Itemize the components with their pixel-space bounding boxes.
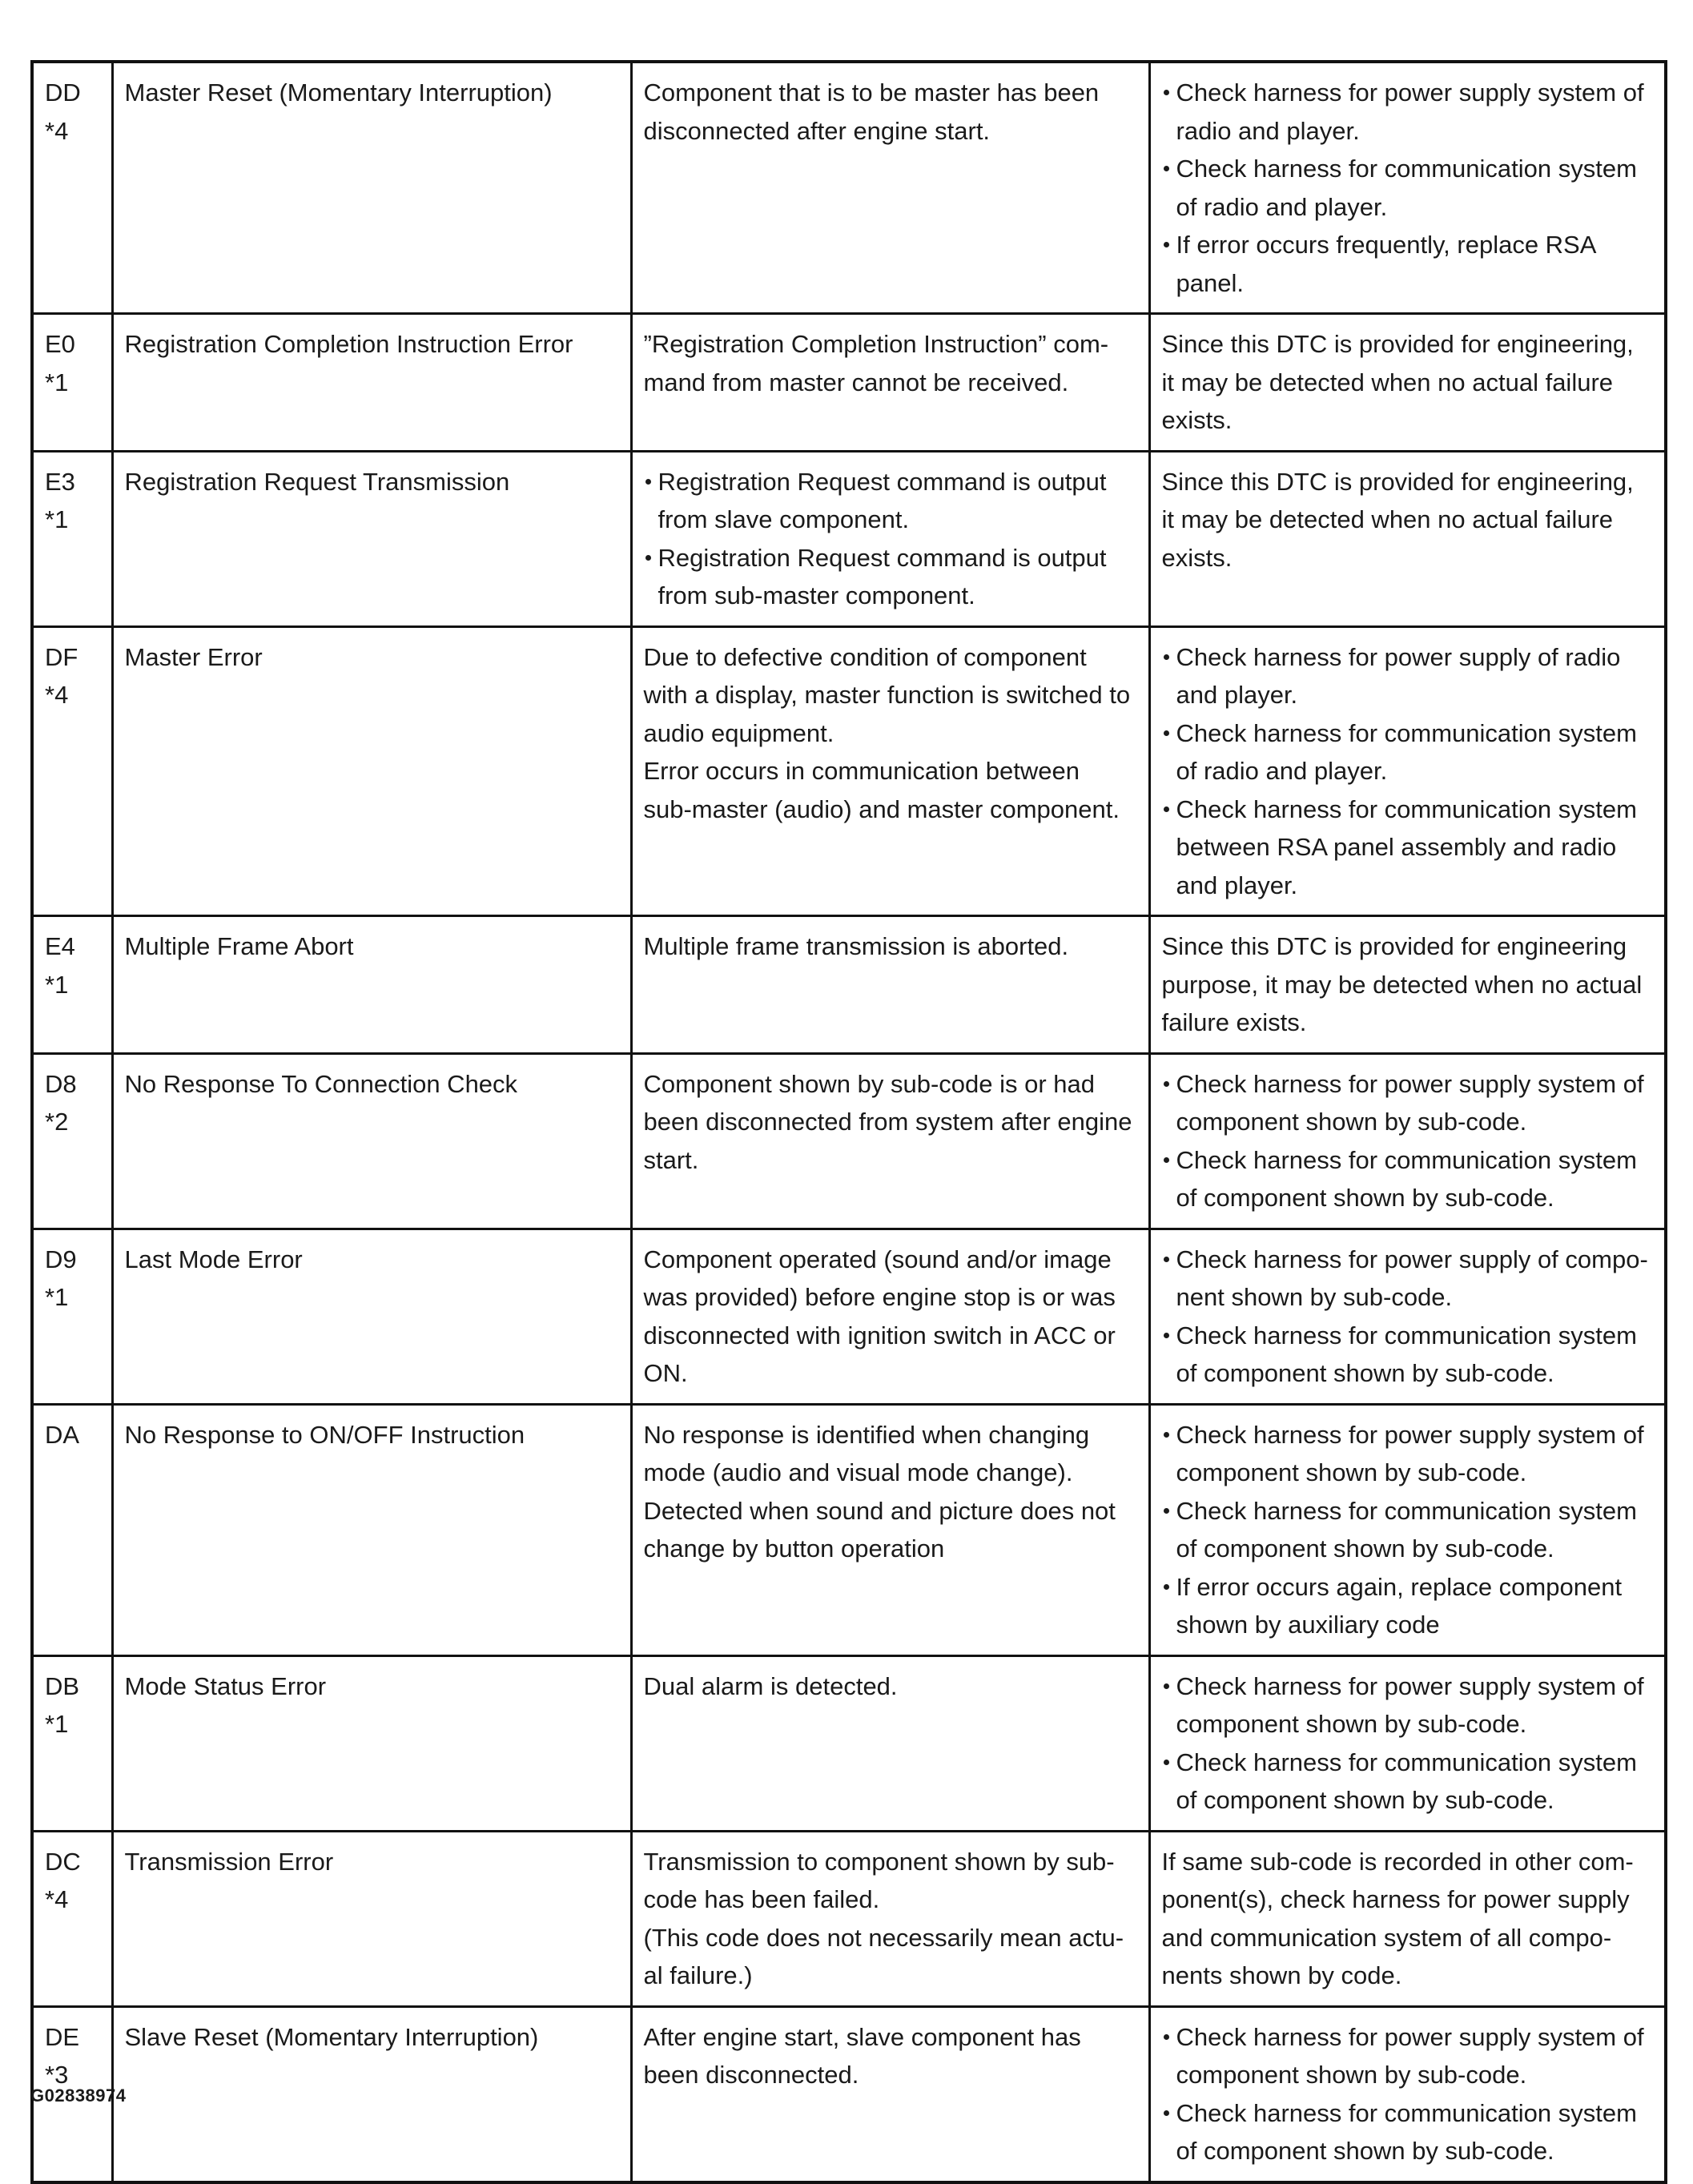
action-line: Check harness for communication system xyxy=(1176,1321,1637,1349)
action-line: component shown by sub-code. xyxy=(1176,1710,1527,1738)
dtc-code-cell xyxy=(32,314,112,452)
action-line: failure exists. xyxy=(1161,1008,1307,1036)
action-line: ponent(s), check harness for power supply xyxy=(1161,1885,1630,1913)
detection-condition-cell xyxy=(631,916,1149,1054)
dtc-name: Master Reset (Momentary Interruption) xyxy=(124,78,553,107)
dtc-code: DF xyxy=(45,642,78,671)
dtc-code-cell xyxy=(32,1053,112,1229)
condition-line: from sub-master component. xyxy=(657,581,975,609)
condition-line: from slave component. xyxy=(657,505,910,533)
action-bullet-item xyxy=(1162,1241,1655,1317)
dtc-name-cell xyxy=(112,1053,631,1229)
condition-line: After engine start, slave component has xyxy=(643,2022,1081,2051)
action-line: Check harness for communication system xyxy=(1176,1496,1637,1525)
action-line: Since this DTC is provided for engineering, xyxy=(1161,467,1634,496)
dtc-code: DB xyxy=(45,1671,80,1700)
action-line: Check harness for power supply system of xyxy=(1176,1671,1644,1700)
condition-line: ”Registration Completion Instruction” com- xyxy=(643,330,1109,358)
condition-line: ON. xyxy=(643,1359,688,1387)
condition-line: Due to defective condition of component xyxy=(643,642,1087,671)
detection-condition-cell xyxy=(631,1053,1149,1229)
table-row xyxy=(32,451,1666,626)
action-line: Check harness for communication system xyxy=(1176,2098,1637,2127)
action-cell xyxy=(1149,626,1666,916)
action-line: Check harness for communication system xyxy=(1176,1145,1637,1174)
condition-line: start. xyxy=(643,1145,699,1174)
detection-condition-cell xyxy=(631,62,1149,314)
condition-line: Registration Request command is output xyxy=(657,467,1107,496)
dtc-code-cell xyxy=(32,626,112,916)
detection-condition-cell xyxy=(631,1831,1149,2006)
action-line: of component shown by sub-code. xyxy=(1176,2137,1554,2165)
action-line: radio and player. xyxy=(1176,116,1360,145)
action-line: Check harness for communication system xyxy=(1176,155,1637,183)
action-cell xyxy=(1149,451,1666,626)
condition-line: disconnected with ignition switch in ACC or xyxy=(643,1321,1116,1349)
table-row xyxy=(32,1053,1666,1229)
condition-line: disconnected after engine start. xyxy=(643,116,991,145)
action-line: of component shown by sub-code. xyxy=(1176,1359,1554,1387)
detection-condition-cell xyxy=(631,1404,1149,1655)
dtc-note-ref: *4 xyxy=(45,1885,69,1913)
table-row xyxy=(32,916,1666,1054)
dtc-code-cell xyxy=(32,1229,112,1404)
action-line: Check harness for power supply system of xyxy=(1176,1069,1644,1098)
dtc-name: No Response to ON/OFF Instruction xyxy=(124,1420,525,1449)
action-line: of component shown by sub-code. xyxy=(1176,1184,1554,1212)
condition-line: Multiple frame transmission is aborted. xyxy=(643,932,1069,960)
action-line: Check harness for power supply system of xyxy=(1176,78,1644,107)
action-paragraph xyxy=(1162,463,1655,577)
action-paragraph xyxy=(1162,927,1655,1042)
dtc-note-ref: *4 xyxy=(45,116,69,145)
table-row xyxy=(32,1404,1666,1655)
dtc-code-cell xyxy=(32,1655,112,1831)
detection-condition-cell xyxy=(631,626,1149,916)
dtc-note-ref: *1 xyxy=(45,368,69,396)
table-row xyxy=(32,626,1666,916)
condition-line: code has been failed. xyxy=(643,1885,880,1913)
detection-condition-cell xyxy=(631,1229,1149,1404)
action-line: If error occurs again, replace component xyxy=(1176,1572,1623,1601)
condition-line: Component shown by sub-code is or had xyxy=(643,1069,1095,1098)
action-line: panel. xyxy=(1176,268,1244,297)
action-cell xyxy=(1149,314,1666,452)
dtc-code: DE xyxy=(45,2022,80,2051)
action-line: Check harness for power supply of compo- xyxy=(1176,1245,1648,1273)
action-bullet-item xyxy=(1162,638,1655,714)
action-bullet-item xyxy=(1162,1317,1655,1393)
condition-line: with a display, master function is switched to xyxy=(643,681,1131,709)
condition-line: Component that is to be master has been xyxy=(643,78,1100,107)
action-cell xyxy=(1149,1831,1666,2006)
action-line: If same sub-code is recorded in other com- xyxy=(1161,1847,1634,1876)
action-line: of radio and player. xyxy=(1176,192,1388,221)
condition-bullet-item xyxy=(644,463,1139,539)
action-line: of radio and player. xyxy=(1176,757,1388,785)
table-row xyxy=(32,1831,1666,2006)
dtc-code: DD xyxy=(45,78,81,107)
dtc-code: DA xyxy=(45,1420,80,1449)
table-row xyxy=(32,2006,1666,2182)
dtc-name: Last Mode Error xyxy=(124,1245,303,1273)
dtc-code-cell xyxy=(32,62,112,314)
action-bullet-item xyxy=(1162,1667,1655,1744)
action-bullet-item xyxy=(1162,226,1655,302)
action-line: purpose, it may be detected when no actual xyxy=(1161,970,1643,999)
action-line: If error occurs frequently, replace RSA xyxy=(1176,231,1597,259)
action-line: nents shown by code. xyxy=(1161,1961,1402,1989)
dtc-name-cell xyxy=(112,451,631,626)
action-line: nent shown by sub-code. xyxy=(1176,1283,1453,1311)
action-paragraph xyxy=(1162,325,1655,440)
condition-line: change by button operation xyxy=(643,1534,945,1563)
action-line: Check harness for communication system xyxy=(1176,718,1637,747)
dtc-code: DC xyxy=(45,1847,81,1876)
condition-line: audio equipment. xyxy=(643,718,834,747)
dtc-code-cell xyxy=(32,916,112,1054)
condition-line: mode (audio and visual mode change). xyxy=(643,1458,1073,1486)
action-line: it may be detected when no actual failure xyxy=(1161,368,1614,396)
action-line: Check harness for power supply system of xyxy=(1176,1420,1644,1449)
detection-condition-cell xyxy=(631,2006,1149,2182)
dtc-note-ref: *1 xyxy=(45,1283,69,1311)
action-bullet-item xyxy=(1162,2018,1655,2094)
action-cell xyxy=(1149,1053,1666,1229)
action-line: Check harness for communication system xyxy=(1176,794,1637,823)
table-row xyxy=(32,314,1666,452)
condition-line: al failure.) xyxy=(643,1961,753,1989)
action-line: Check harness for power supply of radio xyxy=(1176,642,1621,671)
action-bullet-item xyxy=(1162,714,1655,790)
action-bullet-item xyxy=(1162,790,1655,905)
action-line: Since this DTC is provided for engineering xyxy=(1161,932,1627,960)
dtc-name-cell xyxy=(112,1655,631,1831)
action-line: and communication system of all compo- xyxy=(1161,1923,1612,1952)
condition-line: Detected when sound and picture does not xyxy=(643,1496,1116,1525)
dtc-name-cell xyxy=(112,626,631,916)
action-line: between RSA panel assembly and radio xyxy=(1176,833,1617,861)
action-line: and player. xyxy=(1176,871,1298,899)
action-bullet-item xyxy=(1162,2094,1655,2170)
dtc-table-body xyxy=(32,62,1666,2182)
action-line: exists. xyxy=(1161,543,1233,572)
condition-line: been disconnected. xyxy=(643,2061,859,2089)
figure-id: G02838974 xyxy=(30,2085,127,2106)
action-bullet-item xyxy=(1162,1416,1655,1492)
dtc-name: Mode Status Error xyxy=(124,1671,327,1700)
dtc-code-cell xyxy=(32,1831,112,2006)
action-line: Check harness for communication system xyxy=(1176,1748,1637,1776)
detection-condition-cell xyxy=(631,1655,1149,1831)
condition-bullet-item xyxy=(644,539,1139,615)
action-line: component shown by sub-code. xyxy=(1176,1108,1527,1136)
table-row xyxy=(32,62,1666,314)
dtc-code-cell xyxy=(32,451,112,626)
dtc-note-ref: *1 xyxy=(45,1710,69,1738)
action-bullet-item xyxy=(1162,1568,1655,1644)
dtc-code: E3 xyxy=(45,467,75,496)
dtc-note-ref: *1 xyxy=(45,970,69,999)
action-line: shown by auxiliary code xyxy=(1176,1611,1440,1639)
dtc-name-cell xyxy=(112,62,631,314)
action-line: of component shown by sub-code. xyxy=(1176,1534,1554,1563)
detection-condition-cell xyxy=(631,451,1149,626)
action-line: and player. xyxy=(1176,681,1298,709)
action-cell xyxy=(1149,1229,1666,1404)
action-cell xyxy=(1149,916,1666,1054)
action-bullet-item xyxy=(1162,1744,1655,1820)
action-cell xyxy=(1149,1655,1666,1831)
dtc-code: D8 xyxy=(45,1069,77,1098)
dtc-name: Multiple Frame Abort xyxy=(124,932,354,960)
action-line: Check harness for power supply system of xyxy=(1176,2022,1644,2051)
dtc-name-cell xyxy=(112,2006,631,2182)
dtc-note-ref: *2 xyxy=(45,1108,69,1136)
dtc-note-ref: *4 xyxy=(45,681,69,709)
dtc-name: Master Error xyxy=(124,642,263,671)
condition-line: Transmission to component shown by sub- xyxy=(643,1847,1115,1876)
action-line: Since this DTC is provided for engineering, xyxy=(1161,330,1634,358)
dtc-name-cell xyxy=(112,1229,631,1404)
dtc-table xyxy=(30,60,1667,2184)
action-bullet-item xyxy=(1162,1065,1655,1141)
action-cell xyxy=(1149,1404,1666,1655)
dtc-name: No Response To Connection Check xyxy=(124,1069,518,1098)
detection-condition-cell xyxy=(631,314,1149,452)
dtc-code: E4 xyxy=(45,932,75,960)
condition-line: Registration Request command is output xyxy=(657,543,1107,572)
action-line: it may be detected when no actual failure xyxy=(1161,505,1614,533)
dtc-note-ref: *1 xyxy=(45,505,69,533)
action-line: exists. xyxy=(1161,406,1233,434)
dtc-code-cell xyxy=(32,1404,112,1655)
action-bullet-item xyxy=(1162,1141,1655,1217)
dtc-code: D9 xyxy=(45,1245,77,1273)
dtc-name: Registration Request Transmission xyxy=(124,467,510,496)
dtc-code: E0 xyxy=(45,330,75,358)
action-line: component shown by sub-code. xyxy=(1176,2061,1527,2089)
condition-line: mand from master cannot be received. xyxy=(643,368,1069,396)
table-row xyxy=(32,1655,1666,1831)
dtc-name: Transmission Error xyxy=(124,1847,334,1876)
action-bullet-item xyxy=(1162,74,1655,150)
condition-line: sub-master (audio) and master component. xyxy=(643,794,1120,823)
dtc-name-cell xyxy=(112,1831,631,2006)
condition-line: (This code does not necessarily mean actu- xyxy=(643,1923,1124,1952)
action-cell xyxy=(1149,2006,1666,2182)
condition-line: was provided) before engine stop is or was xyxy=(643,1283,1116,1311)
condition-line: Error occurs in communication between xyxy=(643,757,1080,785)
dtc-name: Slave Reset (Momentary Interruption) xyxy=(124,2022,539,2051)
condition-line: been disconnected from system after engine xyxy=(643,1108,1132,1136)
dtc-name-cell xyxy=(112,916,631,1054)
condition-line: Dual alarm is detected. xyxy=(643,1671,898,1700)
action-line: of component shown by sub-code. xyxy=(1176,1786,1554,1814)
dtc-name-cell xyxy=(112,314,631,452)
dtc-name-cell xyxy=(112,1404,631,1655)
action-bullet-item xyxy=(1162,150,1655,226)
action-line: component shown by sub-code. xyxy=(1176,1458,1527,1486)
table-row xyxy=(32,1229,1666,1404)
action-cell xyxy=(1149,62,1666,314)
dtc-name: Registration Completion Instruction Error xyxy=(124,330,573,358)
condition-line: No response is identified when changing xyxy=(643,1420,1090,1449)
action-bullet-item xyxy=(1162,1492,1655,1568)
condition-line: Component operated (sound and/or image xyxy=(643,1245,1112,1273)
dtc-note-ref: *3 xyxy=(45,2061,69,2089)
action-paragraph xyxy=(1162,1843,1655,1995)
